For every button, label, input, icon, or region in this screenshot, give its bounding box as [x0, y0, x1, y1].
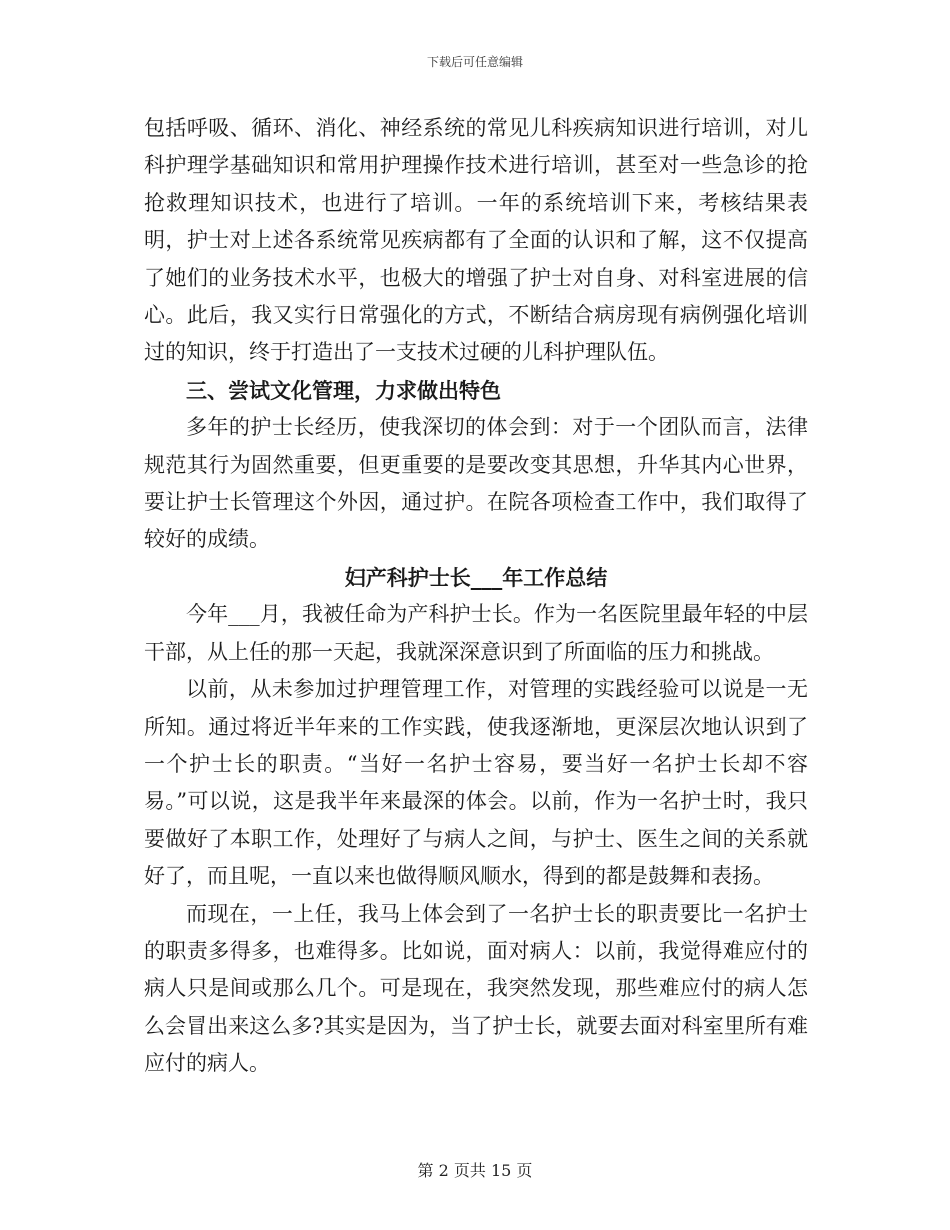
- paragraph-responsibility: 而现在，一上任，我马上体会到了一名护士长的职责要比一名护士的职责多得多，也难得多。比如说，面对病人：以前，我觉得难应付的病人只是间或那么几个。可是现在，我突然发现，那些难应付的病人怎么会冒出来这么多?其实是因为，当了护士长，就要去面对科室里所有难应付的病人。: [144, 901, 808, 1076]
- article-title: 妇产科护士长___年工作总结: [344, 564, 608, 590]
- paragraph-training: 包括呼吸、循环、消化、神经系统的常见儿科疾病知识进行培训，对儿科护理学基础知识和常用护理操作技术进行培训，甚至对一些急诊的抢抢救理知识技术，也进行了培训。一年的系统培训下来，考核结果表明，护士对上述各系统常见疾病都有了全面的认识和了解，这不仅提高了她们的业务技术水平，也极大的增强了护士对自身、对科室进展的信心。此后，我又实行日常强化的方式，不断结合病房现有病例强化培训过的知识，终于打造出了一支技术过硬的儿科护理队伍。: [144, 116, 808, 365]
- paragraph-appointment: 今年___月，我被任命为产科护士长。作为一名医院里最年轻的中层干部，从上任的那一天起，我就深深意识到了所面临的压力和挑战。: [144, 602, 808, 664]
- paragraph-culture: 多年的护士长经历，使我深切的体会到：对于一个团队而言，法律规范其行为固然重要，但更重要的是要改变其思想，升华其内心世界，要让护士长管理这个外因，通过护。在院各项检查工作中，我们取得了较好的成绩。: [144, 415, 808, 552]
- section-heading-culture: 三、尝试文化管理，力求做出特色: [186, 377, 501, 403]
- document-body: [144, 110, 808, 1083]
- paragraph-experience: 以前，从未参加过护理管理工作，对管理的实践经验可以说是一无所知。通过将近半年来的工作实践，使我逐渐地，更深层次地认识到了一个护士长的职责。“当好一名护士容易，要当好一名护士长却不容易。”可以说，这是我半年来最深的体会。以前，作为一名护士时，我只要做好了本职工作，处理好了与病人之间，与护士、医生之间的关系就好了，而且呢，一直以来也做得顺风顺水，得到的都是鼓舞和表扬。: [144, 677, 808, 889]
- page-header: 下载后可任意编辑: [426, 55, 523, 69]
- page-number: 第 2 页共 15 页: [417, 1161, 533, 1180]
